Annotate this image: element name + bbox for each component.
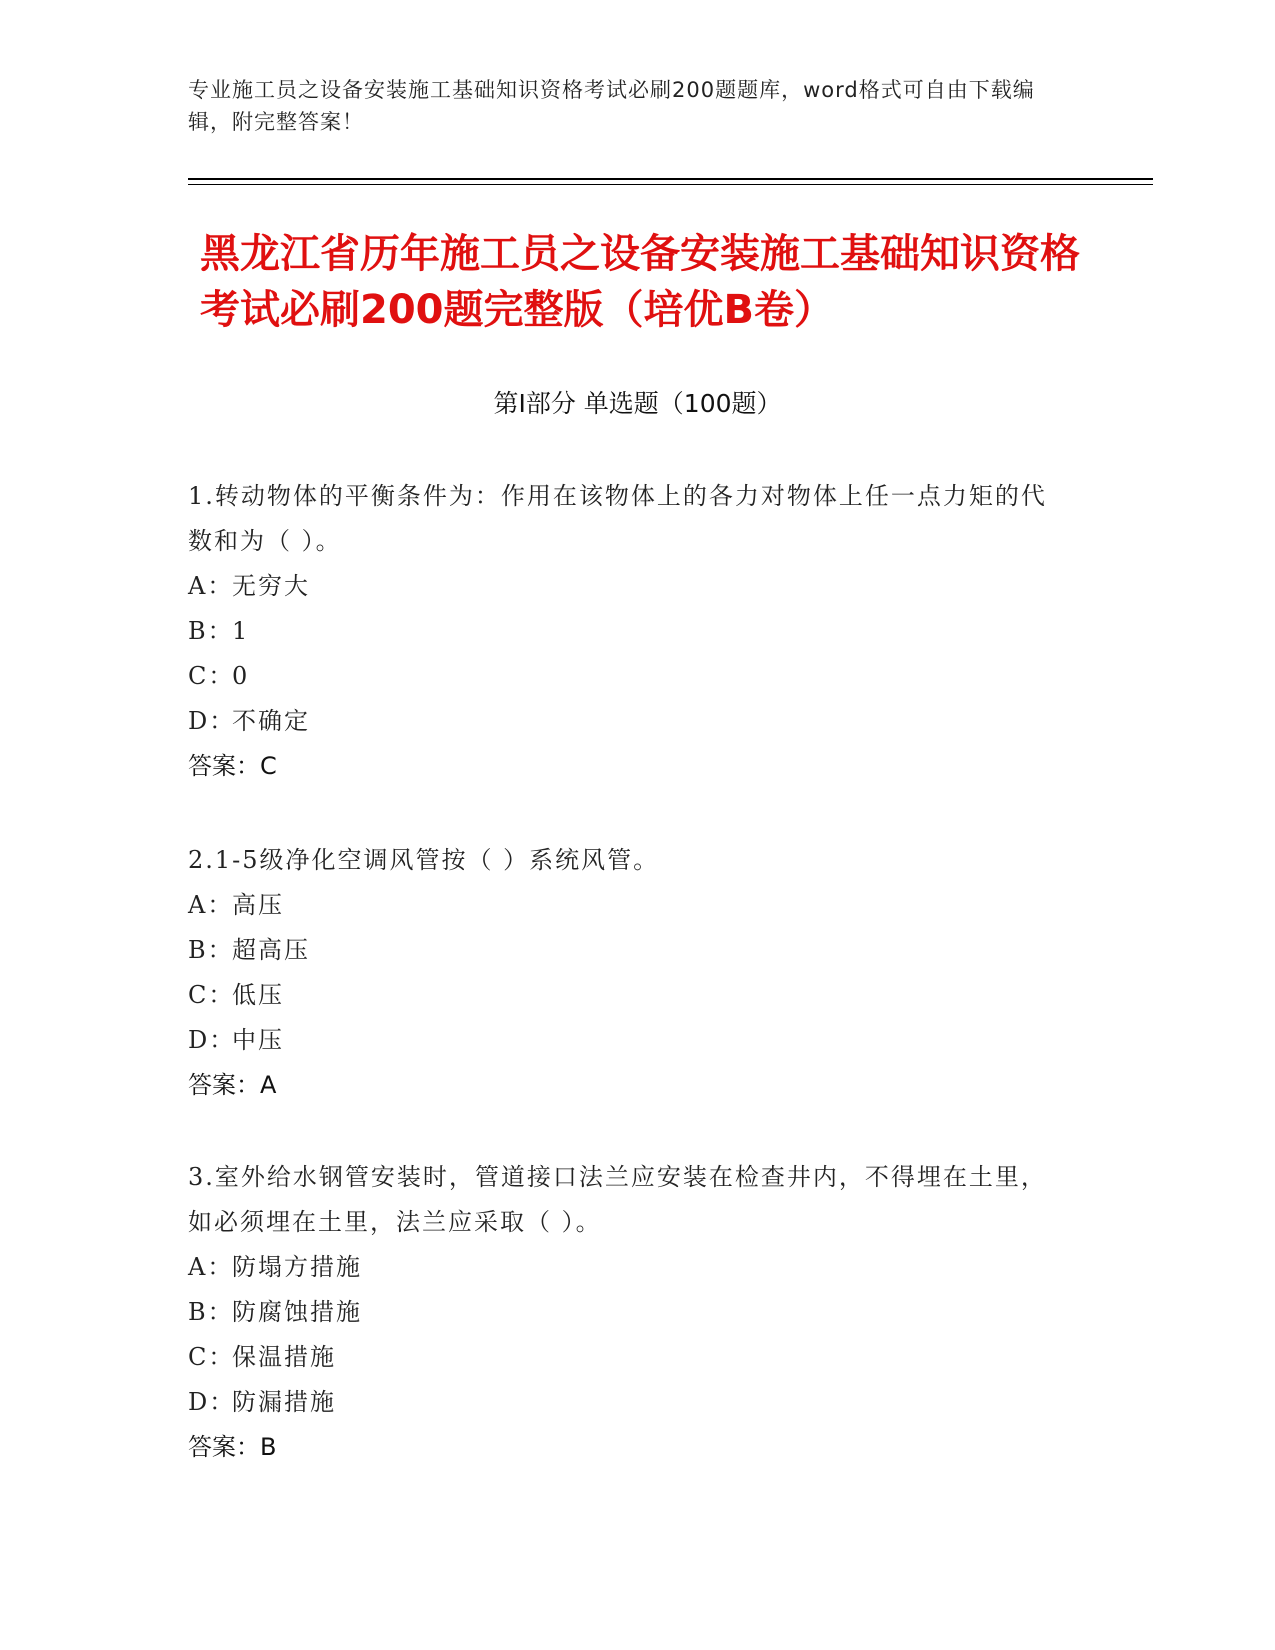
answer: 答案：A (188, 1071, 277, 1099)
option-text: 保温措施 (232, 1343, 336, 1371)
option-c (188, 1335, 1068, 1380)
option-key: B： (188, 1298, 234, 1326)
option-text: 中压 (232, 1026, 284, 1054)
option-b (188, 609, 1068, 654)
option-text: 1 (232, 617, 250, 645)
option-key: D： (188, 1388, 236, 1416)
question-3 (188, 1155, 1068, 1470)
option-text: 防漏措施 (232, 1388, 336, 1416)
option-key: A： (188, 572, 234, 600)
header-rule-thin (188, 184, 1153, 185)
option-key: A： (188, 891, 234, 919)
option-key: B： (188, 617, 234, 645)
option-text: 低压 (232, 981, 284, 1009)
question-stem: 1.转动物体的平衡条件为：作用在该物体上的各力对物体上任一点力矩的代数和为（ ）。 (188, 482, 1047, 555)
option-key: D： (188, 1026, 236, 1054)
option-text: 高压 (232, 891, 284, 919)
document-title: 黑龙江省历年施工员之设备安装施工基础知识资格考试必刷200题完整版（培优B卷） (200, 231, 1080, 333)
option-text: 0 (232, 662, 250, 690)
question-stem: 2.1-5级净化空调风管按（ ）系统风管。 (188, 846, 660, 874)
option-key: C： (188, 981, 235, 1009)
option-d (188, 699, 1068, 744)
section-title: 第Ⅰ部分 单选题（100题） (493, 389, 782, 418)
option-text: 无穷大 (232, 572, 310, 600)
option-key: C： (188, 1343, 235, 1371)
option-text: 防塌方措施 (232, 1253, 362, 1281)
option-c (188, 654, 1068, 699)
option-text: 不确定 (232, 707, 310, 735)
option-b (188, 1290, 1068, 1335)
header-note: 专业施工员之设备安装施工基础知识资格考试必刷200题题库，word格式可自由下载编辑，附完整答案！ (188, 78, 1035, 134)
option-a (188, 1245, 1068, 1290)
answer: 答案：B (188, 1433, 277, 1461)
option-key: C： (188, 662, 235, 690)
option-d (188, 1380, 1068, 1425)
option-text: 超高压 (232, 936, 310, 964)
option-key: D： (188, 707, 236, 735)
option-a (188, 883, 1068, 928)
option-key: B： (188, 936, 234, 964)
option-key: A： (188, 1253, 234, 1281)
option-c (188, 973, 1068, 1018)
question-1 (188, 474, 1068, 789)
question-2 (188, 838, 1068, 1108)
option-a (188, 564, 1068, 609)
answer: 答案：C (188, 752, 277, 780)
option-b (188, 928, 1068, 973)
option-d (188, 1018, 1068, 1063)
option-text: 防腐蚀措施 (232, 1298, 362, 1326)
header-rule-thick (188, 178, 1153, 180)
question-stem: 3.室外给水钢管安装时，管道接口法兰应安装在检查井内，不得埋在土里，如必须埋在土里，法兰应采取（ ）。 (188, 1163, 1047, 1236)
